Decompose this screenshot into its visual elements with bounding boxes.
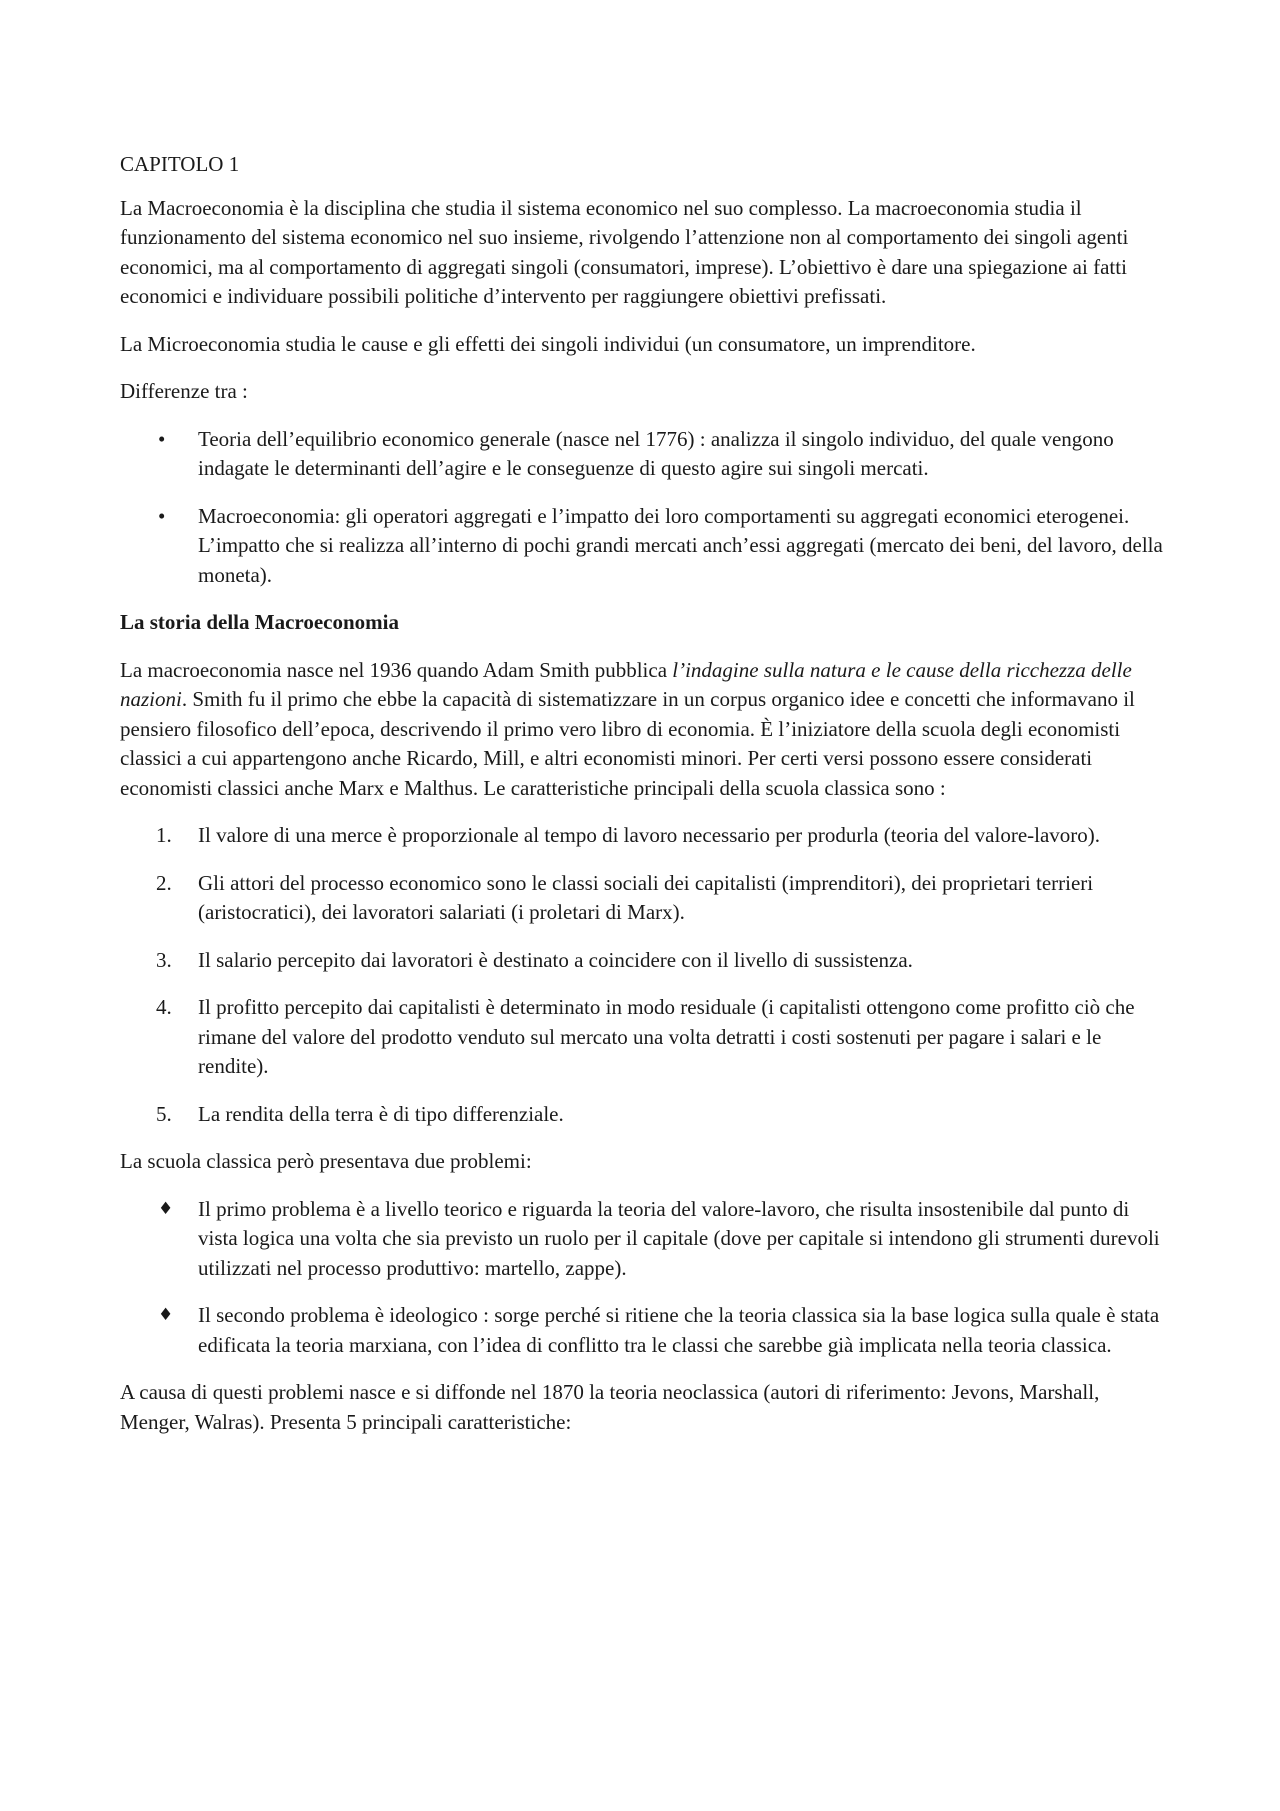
diamond-bullet-icon: ♦ bbox=[158, 1198, 174, 1219]
list-number: 2. bbox=[156, 870, 172, 895]
list-item bbox=[120, 1301, 1165, 1360]
list-item bbox=[120, 502, 1165, 591]
list-item-text: Il salario percepito dai lavoratori è destinato a coincidere con il livello di sussistenza. bbox=[198, 947, 913, 972]
differences-intro: Differenze tra : bbox=[120, 379, 248, 403]
paragraph-neoclassical: A causa di questi problemi nasce e si diffonde nel 1870 la teoria neoclassica (autori di riferimento: Jevons, Marshall, Menger, Walras). Presenta 5 principali caratteristiche: bbox=[120, 1380, 1100, 1434]
list-item-text: Il valore di una merce è proporzionale al tempo di lavoro necessario per produrla (teoria del valore-lavoro). bbox=[198, 823, 1101, 847]
problems-intro: La scuola classica però presentava due problemi: bbox=[120, 1149, 532, 1173]
list-item bbox=[120, 993, 1165, 1082]
list-number: 1. bbox=[156, 823, 172, 847]
paragraph-macroeconomia: La Macroeconomia è la disciplina che studia il sistema economico nel suo complesso. La macroeconomia studia il funzionamento del sistema economico nel suo insieme, rivolgendo l’attenzione non al comportamento dei singoli agenti economici, ma al comportamento di aggregati singoli (consumatori, imprese). L’obiettivo è dare una spiegazione ai fatti economici e individuare possibili politiche d’intervento per raggiungere obiettivi prefissati. bbox=[120, 195, 1129, 308]
problems-list bbox=[120, 1195, 1165, 1361]
bullet-icon: • bbox=[158, 503, 166, 528]
differences-list bbox=[120, 425, 1165, 591]
list-item-text: Il primo problema è a livello teorico e riguarda la teoria del valore-lavoro, che risulta insostenibile dal punto di vista logica una volta che sia previsto un ruolo per il capitale (dove per capitale si intendono gli strumenti durevoli utilizzati nel processo produttivo: martello, zappe). bbox=[198, 1196, 1160, 1280]
classical-features-list bbox=[120, 821, 1165, 1129]
list-item-text: Teoria dell’equilibrio economico generale (nasce nel 1776) : analizza il singolo individuo, del quale vengono indagate le determinanti dell’agire e le conseguenze di questo agire sui singoli mercati. bbox=[198, 426, 1114, 480]
section-heading: La storia della Macroeconomia bbox=[120, 610, 399, 634]
list-item bbox=[120, 1100, 1165, 1130]
list-item bbox=[120, 821, 1165, 851]
list-number: 4. bbox=[156, 995, 172, 1019]
list-number: 3. bbox=[156, 947, 172, 972]
paragraph-history bbox=[120, 656, 1165, 804]
document-page bbox=[120, 150, 1165, 1455]
bullet-icon: • bbox=[158, 426, 166, 451]
list-item-text: La rendita della terra è di tipo differenziale. bbox=[198, 1101, 564, 1126]
history-text-before: La macroeconomia nasce nel 1936 quando Adam Smith pubblica bbox=[120, 657, 673, 682]
list-item bbox=[120, 869, 1165, 928]
list-item bbox=[120, 425, 1165, 484]
chapter-title: CAPITOLO 1 bbox=[120, 152, 240, 176]
list-item bbox=[120, 1195, 1165, 1284]
list-item-text: Macroeconomia: gli operatori aggregati e l’impatto dei loro comportamenti su aggregati economici eterogenei. L’impatto che si realizza all’interno di pochi grandi mercati anch’essi aggregati (mercato dei beni, del lavoro, della moneta). bbox=[198, 503, 1163, 587]
list-item-text: Il profitto percepito dai capitalisti è determinato in modo residuale (i capitalisti ottengono come profitto ciò che rimane del valore del prodotto venduto sul mercato una volta detratti i costi sostenuti per pagare i salari e le rendite). bbox=[198, 995, 1135, 1078]
paragraph-microeconomia: La Microeconomia studia le cause e gli effetti dei singoli individui (un consumatore, un imprenditore. bbox=[120, 331, 976, 356]
book-title: l’indagine sulla natura e le cause della ricchezza delle nazioni bbox=[120, 657, 1132, 711]
list-item-text: Gli attori del processo economico sono le classi sociali dei capitalisti (imprenditori), dei proprietari terrieri (aristocratici), dei lavoratori salariati (i proletari di Marx). bbox=[198, 870, 1094, 924]
history-text-after: . Smith fu il primo che ebbe la capacità di sistematizzare in un corpus organico idee e concetti che informavano il pensiero filosofico dell’epoca, descrivendo il primo vero libro di economia. È l’iniziatore della scuola degli economisti classici a cui appartengono anche Ricardo, Mill, e altri economisti minori. Per certi versi possono essere considerati economisti classici anche Marx e Malthus. Le caratteristiche principali della scuola classica sono : bbox=[120, 687, 1135, 800]
list-item-text: Il secondo problema è ideologico : sorge perché si ritiene che la teoria classica sia la base logica sulla quale è stata edificata la teoria marxiana, con l’idea di conflitto tra le classi che sarebbe già implicata nella teoria classica. bbox=[198, 1303, 1160, 1357]
diamond-bullet-icon: ♦ bbox=[158, 1305, 174, 1325]
list-number: 5. bbox=[156, 1101, 172, 1126]
list-item bbox=[120, 946, 1165, 976]
